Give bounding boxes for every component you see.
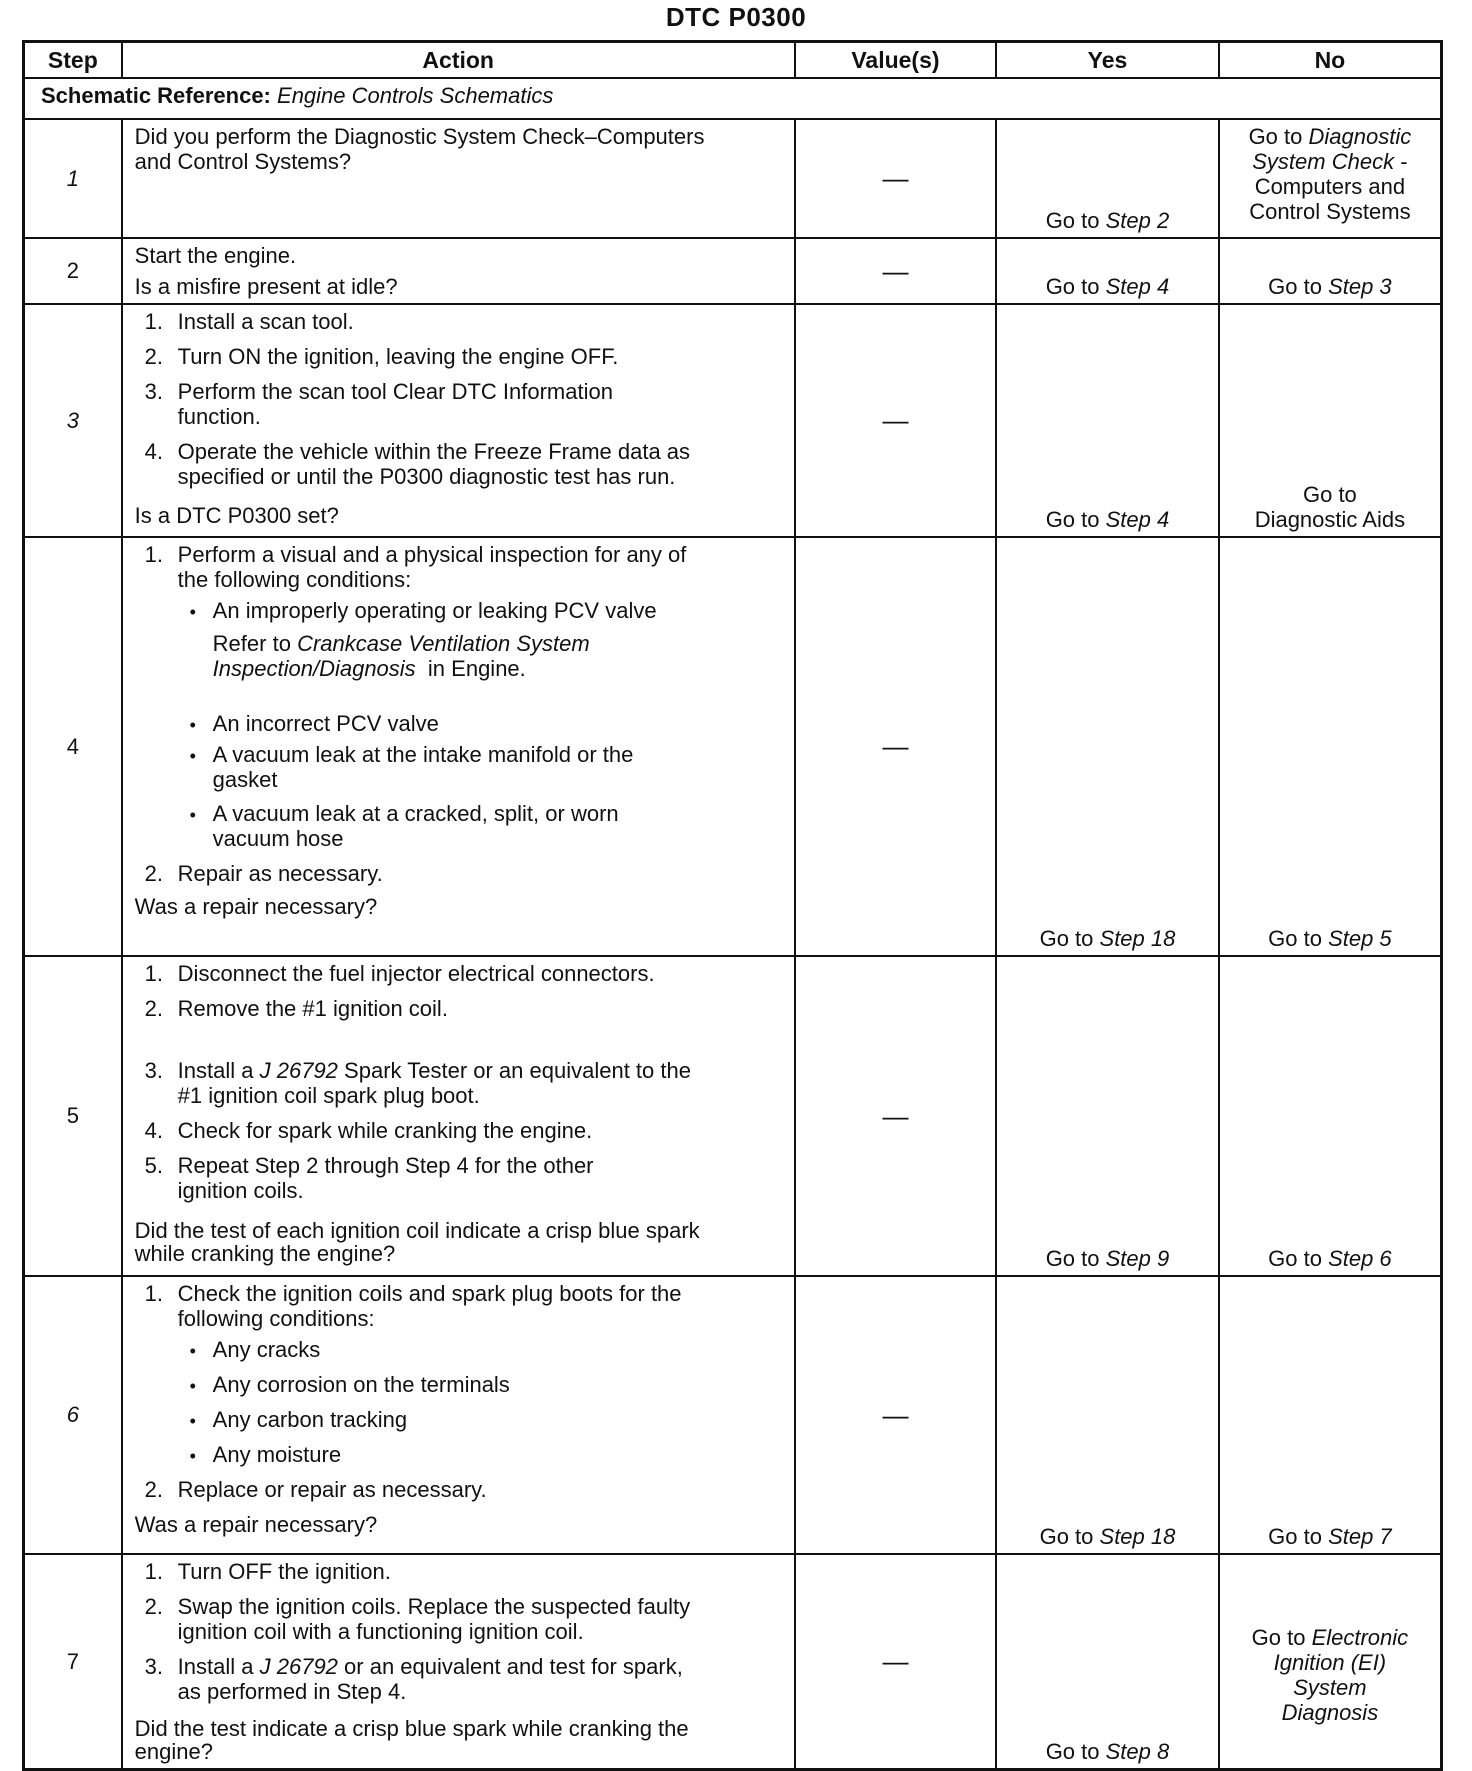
table-row — [24, 1554, 1442, 1770]
action-cell — [122, 537, 795, 956]
no-link[interactable]: Diagnostic Aids — [1254, 507, 1406, 532]
go-to-text: Go to — [1248, 124, 1303, 149]
value-cell: — — [795, 537, 996, 956]
page-title: DTC P0300 — [665, 2, 807, 32]
item-text: A vacuum leak at the intake manifold or the — [212, 742, 634, 767]
item-number: 3. — [144, 379, 164, 404]
no-cell — [1219, 956, 1442, 1276]
item-text: Perform a visual and a physical inspection for any of — [177, 542, 687, 567]
item-text: Any moisture — [212, 1442, 342, 1467]
step-number: 5 — [24, 956, 122, 1276]
item-number: 3. — [144, 1654, 164, 1679]
tool-link[interactable]: J 26792 — [259, 1654, 338, 1679]
no-cell — [1219, 537, 1442, 956]
action-question: while cranking the engine? — [134, 1241, 396, 1266]
item-text: following conditions: — [177, 1306, 375, 1331]
action-cell — [122, 956, 795, 1276]
bullet: • — [189, 1411, 196, 1431]
value-cell: — — [795, 238, 996, 304]
no-link[interactable]: System — [1293, 1675, 1367, 1700]
go-to-text: Go to — [1039, 926, 1094, 951]
item-text: Remove the #1 ignition coil. — [177, 996, 448, 1021]
yes-cell — [996, 304, 1219, 537]
value-cell: — — [795, 304, 996, 537]
no-cell — [1219, 304, 1442, 537]
no-cell — [1219, 119, 1442, 238]
action-text: and Control Systems? — [134, 149, 352, 174]
item-text: An incorrect PCV valve — [212, 711, 439, 736]
table-row — [24, 1276, 1442, 1554]
action-question: Was a repair necessary? — [134, 894, 378, 919]
go-to-text: Go to — [1268, 274, 1322, 299]
item-number: 2. — [144, 1477, 164, 1502]
item-number: 5. — [144, 1153, 164, 1178]
item-text: ignition coil with a functioning ignition coil. — [177, 1619, 584, 1644]
no-step-link[interactable]: Step 7 — [1328, 1524, 1392, 1549]
yes-cell — [996, 956, 1219, 1276]
step-number: 3 — [24, 304, 122, 537]
yes-step-link[interactable]: Step 4 — [1105, 507, 1170, 532]
item-text: Perform the scan tool Clear DTC Information — [177, 379, 613, 404]
no-cell — [1219, 238, 1442, 304]
action-cell — [122, 238, 795, 304]
item-text: Disconnect the fuel injector electrical connectors. — [177, 961, 655, 986]
bullet: • — [189, 1341, 196, 1361]
yes-step-link[interactable]: Step 2 — [1105, 208, 1170, 233]
item-text: Swap the ignition coils. Replace the suspected faulty — [177, 1594, 691, 1619]
action-question: Did the test indicate a crisp blue spark while cranking the — [134, 1716, 689, 1741]
table-row — [24, 956, 1442, 1276]
no-cell — [1219, 1276, 1442, 1554]
no-step-link[interactable]: Step 5 — [1328, 926, 1392, 951]
schematic-reference — [24, 78, 1442, 119]
item-text: Refer to — [212, 631, 291, 656]
item-text: #1 ignition coil spark plug boot. — [177, 1083, 480, 1108]
no-text: - — [1400, 149, 1408, 174]
item-text: Install a — [177, 1654, 254, 1679]
item-number: 2. — [144, 996, 164, 1021]
yes-step-link[interactable]: Step 9 — [1105, 1246, 1170, 1271]
bullet: • — [189, 602, 196, 622]
item-text: Repeat Step 2 through Step 4 for the other — [177, 1153, 594, 1178]
action-cell — [122, 1276, 795, 1554]
header-step: Step — [24, 42, 122, 79]
item-text: Install a — [177, 1058, 254, 1083]
action-text: Did you perform the Diagnostic System Check–Computers — [134, 124, 705, 149]
item-text: Install a scan tool. — [177, 309, 354, 334]
no-text: Computers and — [1254, 174, 1406, 199]
item-text: as performed in Step 4. — [177, 1679, 407, 1704]
step-number: 2 — [24, 238, 122, 304]
item-number: 1. — [144, 961, 164, 986]
no-link[interactable]: Diagnostic — [1308, 124, 1412, 149]
item-text: Replace or repair as necessary. — [177, 1477, 487, 1502]
table-row — [24, 537, 1442, 956]
go-to-text: Go to — [1268, 926, 1322, 951]
item-number: 1. — [144, 542, 164, 567]
bullet: • — [189, 715, 196, 735]
table-row — [24, 304, 1442, 537]
no-step-link[interactable]: Step 6 — [1328, 1246, 1392, 1271]
go-to-text: Go to — [1045, 1246, 1100, 1271]
item-text: Any corrosion on the terminals — [212, 1372, 510, 1397]
item-text: A vacuum leak at a cracked, split, or worn — [212, 801, 619, 826]
yes-cell — [996, 537, 1219, 956]
item-text: Operate the vehicle within the Freeze Frame data as — [177, 439, 691, 464]
yes-cell — [996, 119, 1219, 238]
no-step-link[interactable]: Step 3 — [1328, 274, 1392, 299]
schematic-link[interactable]: Engine Controls Schematics — [277, 83, 554, 108]
schematic-reference-row — [24, 78, 1442, 119]
item-text: An improperly operating or leaking PCV valve — [212, 598, 657, 623]
action-cell — [122, 119, 795, 238]
go-to-text: Go to — [1039, 1524, 1094, 1549]
item-text: Check the ignition coils and spark plug boots for the — [177, 1281, 682, 1306]
yes-cell — [996, 238, 1219, 304]
yes-step-link[interactable]: Step 18 — [1099, 926, 1176, 951]
step-number: 4 — [24, 537, 122, 956]
value-cell: — — [795, 1276, 996, 1554]
action-question: Did the test of each ignition coil indicate a crisp blue spark — [134, 1218, 700, 1243]
go-to-text: Go to — [1045, 208, 1100, 233]
go-to-text: Go to — [1045, 1739, 1100, 1764]
schematic-label: Schematic Reference: — [41, 83, 271, 108]
action-cell — [122, 1554, 795, 1770]
reference-link[interactable]: Inspection/Diagnosis — [212, 656, 416, 681]
item-text: ignition coils. — [177, 1178, 304, 1203]
step-number: 6 — [24, 1276, 122, 1554]
no-cell — [1219, 1554, 1442, 1770]
item-text: the following conditions: — [177, 567, 412, 592]
action-question: Was a repair necessary? — [134, 1512, 378, 1537]
bullet: • — [189, 805, 196, 825]
item-number: 2. — [144, 344, 164, 369]
yes-cell — [996, 1554, 1219, 1770]
table-row — [24, 119, 1442, 238]
item-text: Turn ON the ignition, leaving the engine OFF. — [177, 344, 619, 369]
bullet: • — [189, 746, 196, 766]
item-text: specified or until the P0300 diagnostic test has run. — [177, 464, 676, 489]
item-text: function. — [177, 404, 261, 429]
action-question: Is a DTC P0300 set? — [134, 503, 339, 528]
step-number: 1 — [24, 119, 122, 238]
header-values: Value(s) — [795, 42, 996, 79]
item-number: 3. — [144, 1058, 164, 1083]
go-to-text: Go to — [1268, 1524, 1322, 1549]
bullet: • — [189, 1376, 196, 1396]
bullet: • — [189, 1446, 196, 1466]
value-cell: — — [795, 1554, 996, 1770]
item-text: Any carbon tracking — [212, 1407, 408, 1432]
action-text: Start the engine. — [134, 243, 297, 268]
item-text: Any cracks — [212, 1337, 321, 1362]
no-link[interactable]: Ignition (EI) — [1273, 1650, 1387, 1675]
table-row — [24, 238, 1442, 304]
table-header-row — [24, 42, 1442, 79]
diagnostic-table — [22, 40, 1443, 1771]
step-number: 7 — [24, 1554, 122, 1770]
yes-step-link[interactable]: Step 8 — [1105, 1739, 1170, 1764]
go-to-text: Go to — [1302, 482, 1357, 507]
item-number: 2. — [144, 1594, 164, 1619]
header-yes: Yes — [996, 42, 1219, 79]
item-text: gasket — [212, 767, 278, 792]
go-to-text: Go to — [1045, 507, 1100, 532]
yes-cell — [996, 1276, 1219, 1554]
value-cell: — — [795, 956, 996, 1276]
go-to-text: Go to — [1251, 1625, 1306, 1650]
item-text: in Engine. — [427, 656, 526, 681]
item-text: Turn OFF the ignition. — [177, 1559, 391, 1584]
item-text: Repair as necessary. — [177, 861, 383, 886]
item-number: 1. — [144, 309, 164, 334]
item-text: Spark Tester or an equivalent to the — [344, 1058, 691, 1083]
item-number: 2. — [144, 861, 164, 886]
yes-step-link[interactable]: Step 4 — [1105, 274, 1170, 299]
reference-link[interactable]: Crankcase Ventilation System — [297, 631, 590, 656]
header-no: No — [1219, 42, 1442, 79]
no-link[interactable]: Electronic — [1311, 1625, 1409, 1650]
no-link[interactable]: Diagnosis — [1281, 1700, 1379, 1725]
no-link[interactable]: System Check — [1252, 149, 1395, 174]
item-number: 1. — [144, 1281, 164, 1306]
go-to-text: Go to — [1045, 274, 1100, 299]
tool-link[interactable]: J 26792 — [259, 1058, 338, 1083]
item-text: vacuum hose — [212, 826, 344, 851]
item-text: Check for spark while cranking the engine. — [177, 1118, 593, 1143]
action-question: engine? — [134, 1739, 213, 1764]
item-number: 4. — [144, 439, 164, 464]
go-to-text: Go to — [1268, 1246, 1322, 1271]
action-question: Is a misfire present at idle? — [134, 274, 398, 299]
header-action: Action — [122, 42, 795, 79]
value-cell: — — [795, 119, 996, 238]
item-number: 4. — [144, 1118, 164, 1143]
item-number: 1. — [144, 1559, 164, 1584]
item-text: or an equivalent and test for spark, — [344, 1654, 683, 1679]
yes-step-link[interactable]: Step 18 — [1099, 1524, 1176, 1549]
action-cell — [122, 304, 795, 537]
no-text: Control Systems — [1249, 199, 1411, 224]
